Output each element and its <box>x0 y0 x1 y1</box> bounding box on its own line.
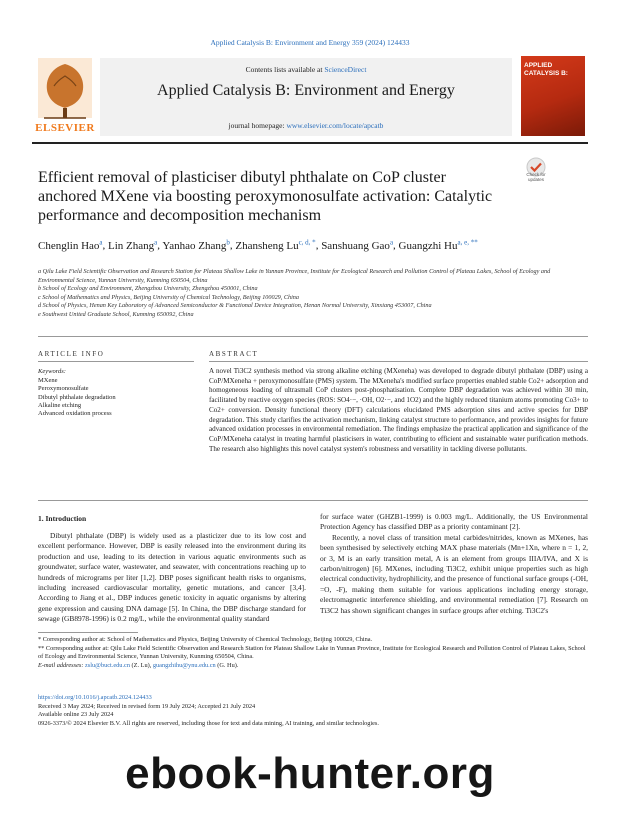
author-name: Yanhao Zhang <box>162 239 227 252</box>
keyword: Peroxymonosulfate <box>38 385 89 393</box>
introduction-paragraph-1-continued: for surface water (GHZB1-1999) is 0.003 mg/L. Additionally, the US Environmental Protection Agency has classified DBP as a priority contaminant [2]. <box>320 512 588 532</box>
journal-cover-text: APPLIED CATALYSIS B: <box>524 62 568 77</box>
introduction-paragraph-2: Recently, a novel class of transition metal carbides/nitrides, known as MXenes, has been synthesised by selectively etching MAX phase materials (Mn+1Xn, where n = 1, 2, or 3, M is an early transition metal, A is an element from groups IIIA/IVA, and X is carbon/nitrogen) [6]. MXenes, including Ti3C2, exhibit unique properties such as high electrical conductivity, hydrophilicity, and the presence of functional surface groups (-OH, =O, -F), making them suitable for various applications including energy storage, electromagnetic interference shielding, and environmental remediation [7]. Research on Ti3C2 has shown significant changes in surface groups after etching. Ti3C2's <box>320 532 588 615</box>
check-for-updates-label: Check for updates <box>526 172 546 182</box>
affiliation-list <box>38 268 588 320</box>
author-affiliation-marker[interactable]: a, e, ** <box>457 238 478 246</box>
keyword: Advanced oxidation process <box>38 410 112 418</box>
author-name: Zhansheng Lu <box>235 239 299 252</box>
abstract-divider <box>209 361 588 362</box>
keywords-list <box>38 377 116 418</box>
email-link-hu[interactable]: guangzhihu@ynu.edu.cn <box>152 661 216 669</box>
journal-title: Applied Catalysis B: Environment and Energy <box>157 82 455 99</box>
contents-line <box>100 65 512 74</box>
affiliation-divider <box>38 336 588 337</box>
homepage-link[interactable]: www.elsevier.com/locate/apcatb <box>286 121 384 130</box>
homepage-prefix: journal homepage: <box>228 121 287 130</box>
received-dates: Received 3 May 2024; Received in revised form 19 July 2024; Accepted 21 July 2024 <box>38 702 256 710</box>
introduction-heading: 1. Introduction <box>38 514 87 523</box>
introduction-column-1: Dibutyl phthalate (DBP) is widely used as a plasticizer due to its low cost and excellent performance. However, DBP is easily released into the environment during its production and use, leading to its detection in various aquatic environments such as groundwater, surface water, wastewater, and seawater, with concentrations reaching up to hundreds of micrograms per liter [1,2]. DBP poses significant health risks to organisms, including increased cardiovascular mortality, genetic mutations, and cancer [3,4]. According to Jiang et al., DBP induces genetic toxicity in aquatic organisms by altering gene expression and causing DNA damage [5]. In China, the DBP discharge standard for sewage (GB8978-1996) is 0.2 mg/L, while the environmental quality standard <box>38 531 306 624</box>
abstract-bottom-divider <box>38 500 588 501</box>
affiliation: a Qilu Lake Field Scientific Observation and Research Station for Plateau Shallow Lake in Yunnan Province, Institute for Ecological Research and Pollution Control of Plateau Lakes, School of Ecology and Environmental Science, Yunnan University, Kunming 650504, China <box>38 268 551 284</box>
article-history <box>38 694 588 728</box>
keywords-label: Keywords: <box>38 368 66 375</box>
doi-link[interactable]: https://doi.org/10.1016/j.apcatb.2024.124433 <box>38 694 152 701</box>
keyword: MXene <box>38 377 58 384</box>
author-affiliation-marker[interactable]: a <box>99 238 103 246</box>
email-link-lu[interactable]: zslu@buct.edu.cn <box>85 661 130 669</box>
keyword: Alkaline etching <box>38 401 82 409</box>
author[interactable] <box>162 240 229 252</box>
article-info-divider <box>38 361 194 362</box>
footnotes <box>38 636 588 670</box>
introduction-column-2 <box>320 512 588 616</box>
header-divider <box>32 142 588 144</box>
homepage-line <box>100 121 512 130</box>
sciencedirect-link[interactable]: ScienceDirect <box>324 65 367 74</box>
publisher-name: ELSEVIER <box>35 122 95 134</box>
copyright-notice: 0926-3373/© 2024 Elsevier B.V. All rights are reserved, including those for text and data mining, AI training, and similar technologies. <box>38 719 379 727</box>
affiliation: d School of Physics, Henan Key Laboratory of Advanced Semiconductor & Functional Device Integration, Henan Normal University, Xinxiang 453007, China <box>38 302 432 310</box>
watermark-text: ebook-hunter.org <box>125 749 495 798</box>
journal-reference-link[interactable]: Applied Catalysis B: Environment and Energy 359 (2024) 124433 <box>210 38 410 47</box>
contents-prefix: Contents lists available at <box>245 65 325 74</box>
author-affiliation-marker[interactable]: c, d, * <box>298 238 316 246</box>
footnote-corresponding-1: * Corresponding author at: School of Mathematics and Physics, Beijing University of Chemical Technology, Beijing 100029, China. <box>38 636 373 643</box>
author-name: Chenglin Hao <box>38 239 100 252</box>
author-affiliation-marker[interactable]: a <box>389 238 394 246</box>
author-affiliation-marker[interactable]: a <box>154 238 158 246</box>
author-name: Lin Zhang <box>108 239 155 252</box>
author[interactable] <box>235 240 315 252</box>
paper-title: Efficient removal of plasticiser dibutyl phthalate on CoP cluster anchored MXene via boosting peroxymonosulfate activation: Catalytic performance and decomposition mechanism <box>38 169 493 224</box>
author[interactable] <box>321 240 393 252</box>
footnote-divider <box>38 632 138 633</box>
keyword: Dibutyl phthalate degradation <box>38 393 116 401</box>
footnote-emails <box>38 662 588 671</box>
author-affiliation-marker[interactable]: b <box>226 238 230 246</box>
available-online-date: Available online 23 July 2024 <box>38 711 114 718</box>
author[interactable] <box>38 240 103 252</box>
affiliation: c School of Mathematics and Physics, Beijing University of Chemical Technology, Beijing 100029, China <box>38 293 299 301</box>
email-owner-lu: (Z. Lu), <box>129 661 153 669</box>
author-name: Guangzhi Hu <box>398 239 458 252</box>
affiliation: b School of Ecology and Environment, Zhengzhou University, Zhengzhou 450001, China <box>38 285 258 293</box>
author-name: Sanshuang Gao <box>321 239 390 252</box>
affiliation: e Southwest United Graduate School, Kunming 650092, China <box>38 310 194 318</box>
author[interactable] <box>108 240 157 252</box>
author[interactable] <box>399 240 478 252</box>
abstract-heading: ABSTRACT <box>209 350 259 358</box>
article-info-heading: ARTICLE INFO <box>38 350 105 358</box>
footnote-corresponding-2: ** Corresponding author at: Qilu Lake Field Scientific Observation and Research Station for Plateau Shallow Lake in Yunnan Province, Institute for Ecological Research and Pollution Control of Plateau Lakes, School of Ecology and Environmental Science, Yunnan University, Kunming 650504, China. <box>38 644 586 660</box>
email-owner-hu: (G. Hu). <box>215 661 239 669</box>
abstract-text: A novel Ti3C2 synthesis method via strong alkaline etching (MXeneha) was developed to degrade dibutyl phthalate (DBP) using a CoP/MXeneha + peroxymonosulfate (PMS) system. The MXeneha's modified surface properties enabled stable Co2+ adsorption and homogeneous loading of ultrasmall CoP clusters post-phosphatisation. Complete DBP degradation was achieved within 30 min, facilitated by reactive oxygen species (ROS: SO4·−, ·OH, O2·−, and 1O2) and the highly reduced titanium atoms promoting Co3+ to Co2+ conversion. Density functional theory (DFT) calculations elucidated PMS adsorption sites and active species for DBP degradation. This study clarifies the activation mechanism, linking catalyst structure to performance, and provides insights for future advanced oxidation processes in environmental remediation. The findings emphasize the practical application and significance of the CoP/MXeneha catalyst in treating harmful plasticisers in water, contributing to efficient and sustainable water purification methods. The research also highlights this novel catalyst system's robustness and versatility in tackling diverse pollutants. <box>209 367 588 453</box>
email-label: E-mail addresses: <box>38 661 85 669</box>
author-list: Chenglin Hao$^a$, Lin Zhang$^a$, Yanhao Zhang$^b$, Zhansheng $Lu^{c, d, *}$, Sanshuang Gao$^a$, Guangzhi $Hu^{a, e, **}$ <box>38 238 478 252</box>
